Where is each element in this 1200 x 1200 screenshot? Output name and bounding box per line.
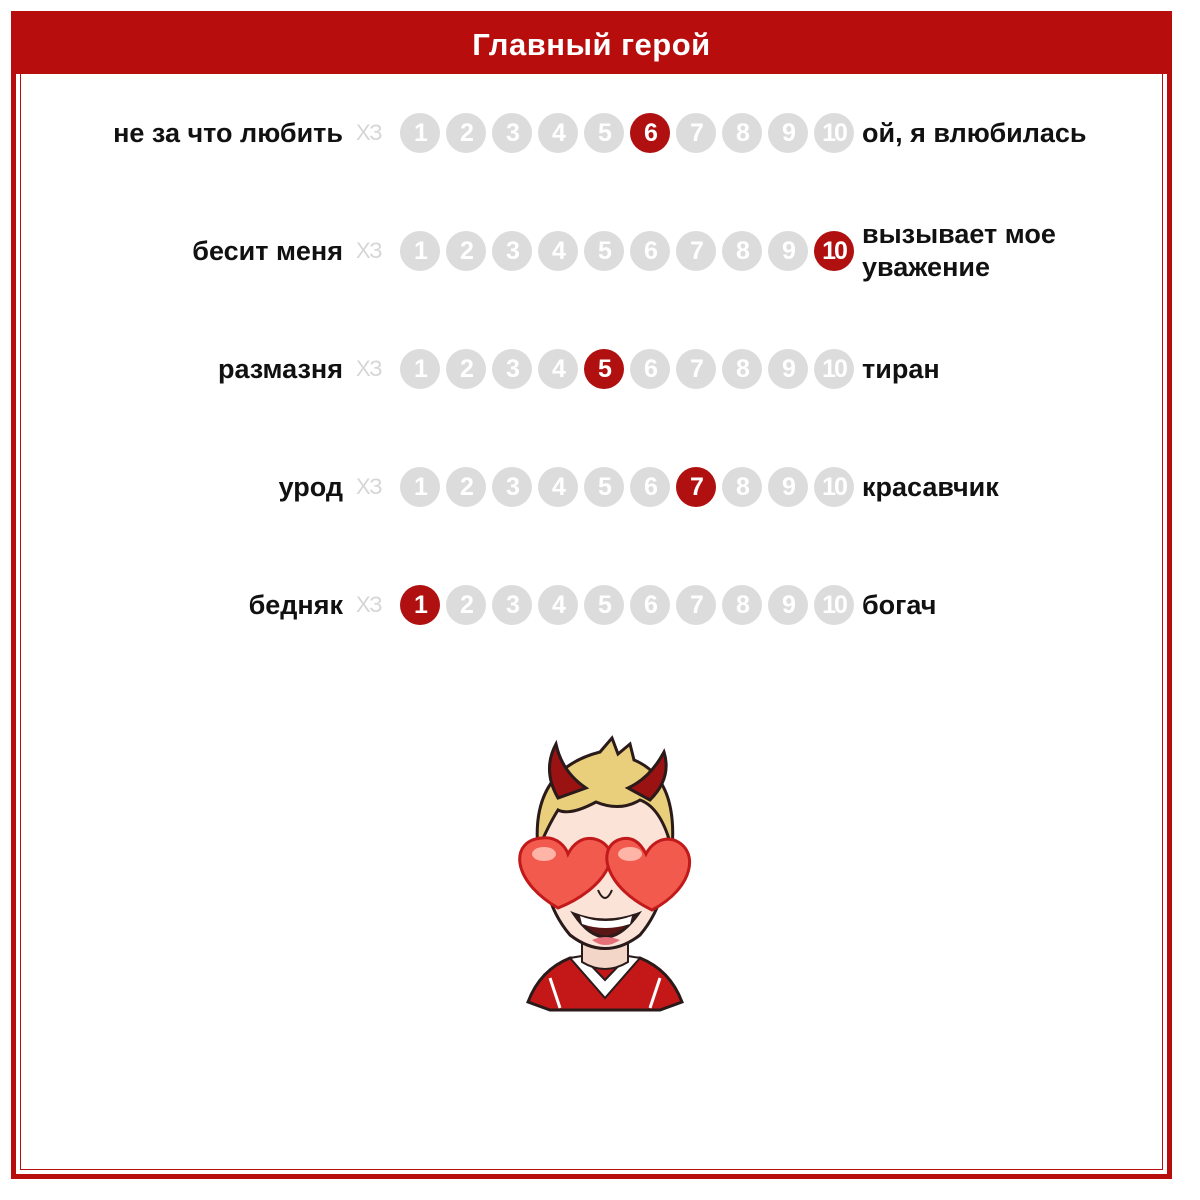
rating-right-label: вызывает мое уважение [862,219,1056,282]
rating-option[interactable]: 10 [814,585,854,625]
rating-option[interactable]: 2 [446,113,486,153]
rating-option[interactable]: 10 [814,467,854,507]
rating-option[interactable]: 5 [584,113,624,153]
rating-option[interactable]: 2 [446,231,486,271]
rating-left-label: бесит меня [192,235,343,266]
rating-option-selected[interactable]: 7 [676,467,716,507]
rating-row [0,580,1200,630]
rating-option[interactable]: 2 [446,467,486,507]
devil-avatar-heart-glasses-icon [500,730,710,1020]
rating-row [0,108,1200,158]
rating-unknown-option[interactable]: ХЗ [356,120,382,145]
rating-option[interactable]: 1 [400,349,440,389]
rating-unknown-option[interactable]: ХЗ [356,356,382,381]
rating-option[interactable]: 10 [814,113,854,153]
rating-option[interactable]: 8 [722,113,762,153]
rating-option[interactable]: 5 [584,467,624,507]
rating-option[interactable]: 2 [446,349,486,389]
rating-option[interactable]: 5 [584,231,624,271]
header-bar [16,16,1167,74]
rating-option[interactable]: 1 [400,113,440,153]
rating-row [0,462,1200,512]
rating-option[interactable]: 9 [768,231,808,271]
rating-right-label: красавчик [862,471,999,502]
rating-option[interactable]: 7 [676,349,716,389]
rating-option[interactable]: 6 [630,585,670,625]
page-title: Главный герой [472,27,711,62]
rating-option[interactable]: 3 [492,467,532,507]
rating-option[interactable]: 6 [630,231,670,271]
rating-option[interactable]: 9 [768,349,808,389]
rating-row [0,219,1200,282]
rating-right-label: богач [862,589,937,620]
rating-unknown-option[interactable]: ХЗ [356,592,382,617]
rating-option[interactable]: 3 [492,585,532,625]
rating-right-label: тиран [862,353,940,384]
rating-option[interactable]: 3 [492,349,532,389]
rating-option-selected[interactable]: 6 [630,113,670,153]
rating-row [0,344,1200,394]
rating-option[interactable]: 3 [492,113,532,153]
rating-option[interactable]: 8 [722,231,762,271]
rating-option[interactable]: 7 [676,231,716,271]
rating-option[interactable]: 9 [768,113,808,153]
rating-option[interactable]: 9 [768,467,808,507]
rating-option[interactable]: 4 [538,467,578,507]
rating-right-label: ой, я влюбилась [862,117,1087,148]
rating-option[interactable]: 5 [584,585,624,625]
rating-option-selected[interactable]: 10 [814,231,854,271]
rating-option-selected[interactable]: 5 [584,349,624,389]
rating-option[interactable]: 6 [630,467,670,507]
rating-option[interactable]: 8 [722,467,762,507]
rating-option[interactable]: 7 [676,113,716,153]
rating-left-label: бедняк [248,589,343,620]
rating-option[interactable]: 4 [538,585,578,625]
rating-left-label: размазня [217,353,343,384]
rating-option[interactable]: 4 [538,349,578,389]
rating-option[interactable]: 6 [630,349,670,389]
rating-option[interactable]: 1 [400,467,440,507]
rating-option-selected[interactable]: 1 [400,585,440,625]
rating-left-label: урод [278,471,343,502]
rating-option[interactable]: 4 [538,113,578,153]
rating-unknown-option[interactable]: ХЗ [356,474,382,499]
rating-option[interactable]: 3 [492,231,532,271]
rating-option[interactable]: 7 [676,585,716,625]
rating-option[interactable]: 1 [400,231,440,271]
rating-left-label: не за что любить [113,117,343,148]
rating-option[interactable]: 8 [722,585,762,625]
rating-option[interactable]: 4 [538,231,578,271]
rating-option[interactable]: 8 [722,349,762,389]
rating-option[interactable]: 2 [446,585,486,625]
rating-option[interactable]: 10 [814,349,854,389]
rating-option[interactable]: 9 [768,585,808,625]
rating-unknown-option[interactable]: ХЗ [356,238,382,263]
